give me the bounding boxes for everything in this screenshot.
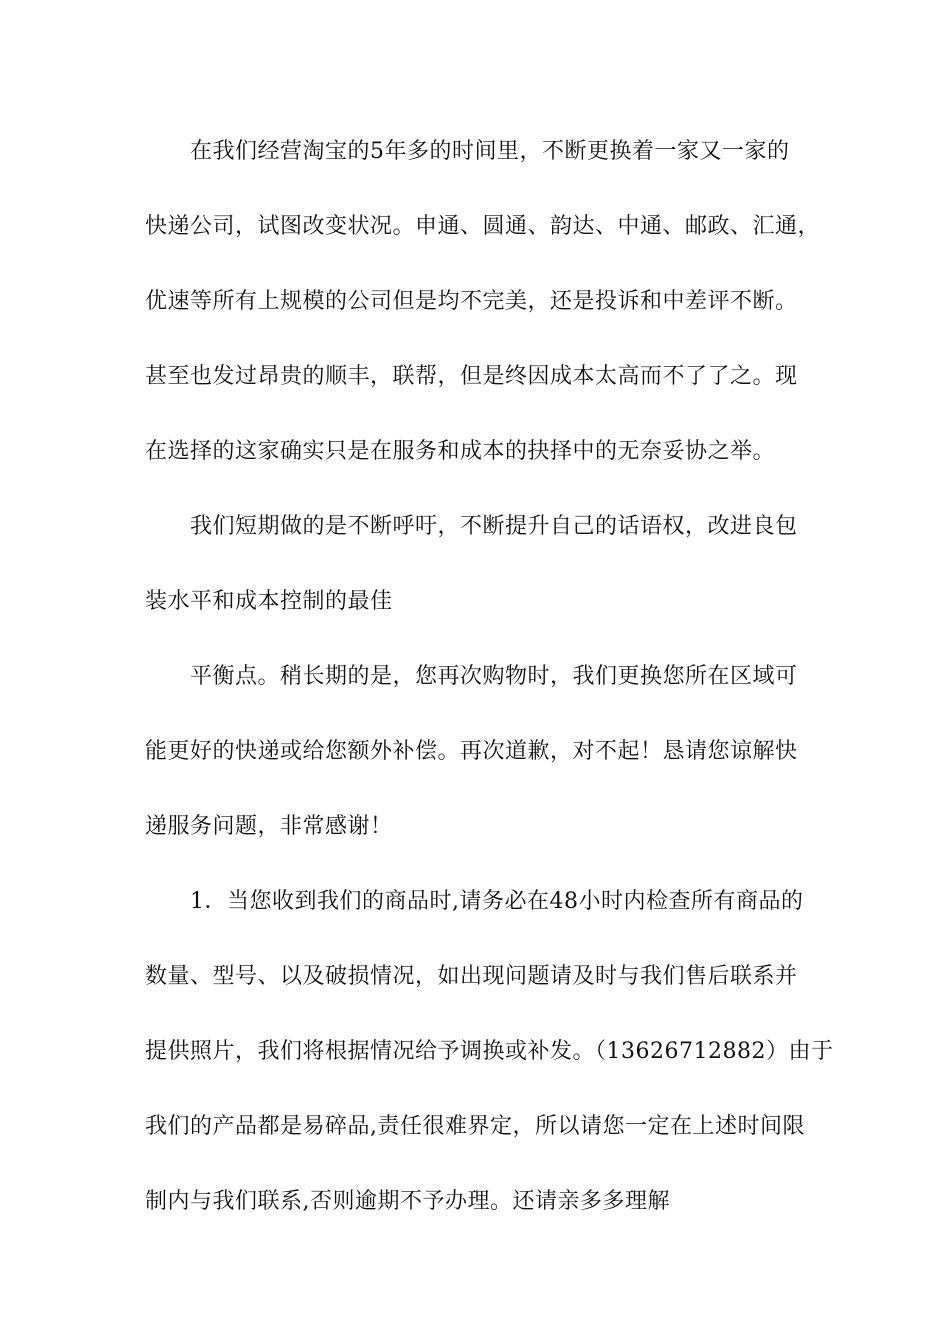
paragraph-2-line-1: 我们短期做的是不断呼吁，不断提升自己的话语权，改进良包 [190,514,798,539]
paragraph-4-line-2: 数量、型号、以及破损情况，如出现问题请及时与我们售后联系并 [145,964,798,989]
paragraph-3-line-2: 能更好的快递或给您额外补偿。再次道歉，对不起！恳请您谅解快 [145,739,798,764]
paragraph-1-line-5: 在选择的这家确实只是在服务和成本的抉择中的无奈妥协之举。 [145,439,776,464]
paragraph-1-line-4: 甚至也发过昂贵的顺丰，联帮，但是终因成本太高而不了了之。现 [145,364,798,389]
paragraph-4-line-5: 制内与我们联系,否则逾期不予办理。还请亲多多理解 [145,1189,670,1214]
paragraph-4-line-4: 我们的产品都是易碎品,责任很难界定，所以请您一定在上述时间限 [145,1114,805,1139]
paragraph-1-line-2: 快递公司，试图改变状况。申通、圆通、韵达、中通、邮政、汇通， [145,214,821,239]
paragraph-1-line-3: 优速等所有上规模的公司但是均不完美，还是投诉和中差评不断。 [145,289,798,314]
paragraph-4-line-3: 提供照片，我们将根据情况给予调换或补发。（13626712882）由于 [145,1039,834,1064]
paragraph-1-line-1: 在我们经营淘宝的5年多的时间里，不断更换着一家又一家的 [190,139,790,164]
paragraph-2-line-2: 装水平和成本控制的最佳 [145,589,393,614]
paragraph-4-line-1: 1．当您收到我们的商品时,请务必在48小时内检查所有商品的 [190,889,804,914]
paragraph-3-line-3: 递服务问题，非常感谢！ [145,814,393,839]
paragraph-3-line-1: 平衡点。稍长期的是，您再次购物时，我们更换您所在区域可 [190,664,798,689]
